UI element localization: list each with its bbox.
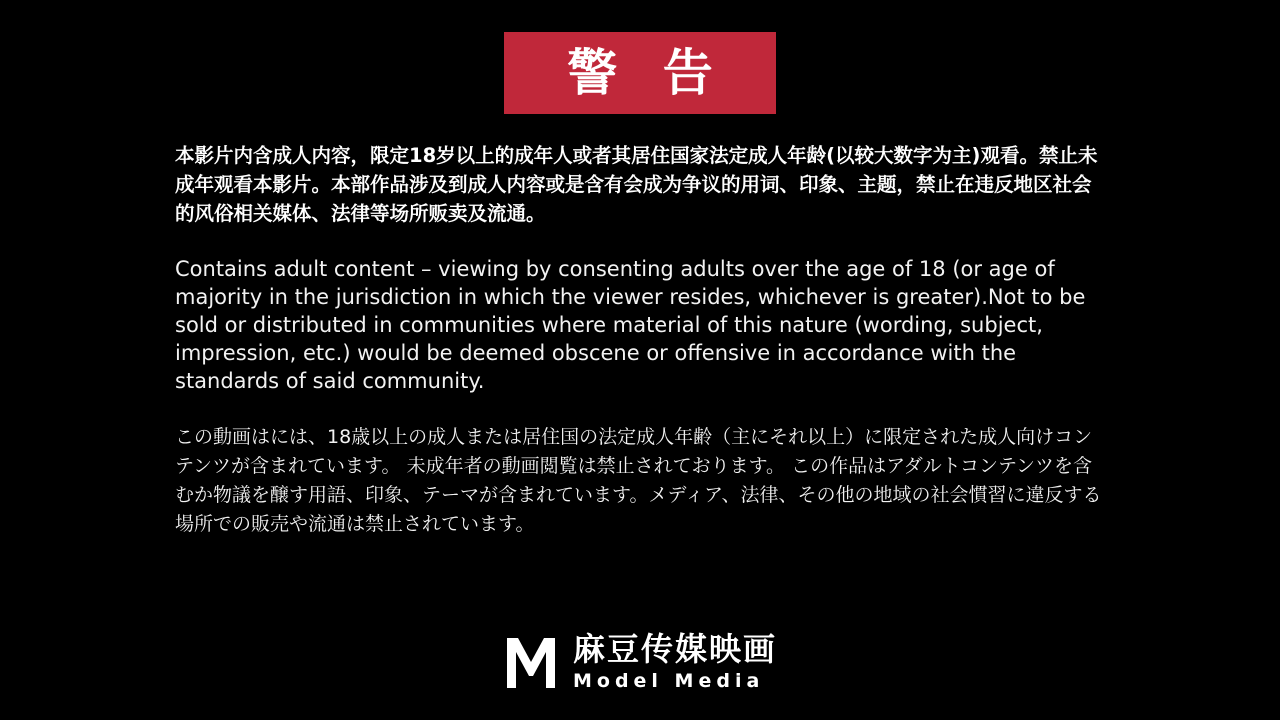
notice-english: Contains adult content – viewing by consenting adults over the age of 18 (or age of majority in the jurisdiction in which the viewer resides, whichever is greater).Not to be sold or distributed in communities where material of this nature (wording, subject, impression, etc.) would be deemed obscene or offensive in accordance with the standards of said community. bbox=[175, 256, 1086, 394]
warning-banner-label: 警 告 bbox=[567, 44, 727, 102]
brand-logo bbox=[0, 632, 1280, 692]
notice-japanese: この動画はには、18歳以上の成人または居住国の法定成人年齢（主にそれ以上）に限定された成人向けコンテンツが含まれています。 未成年者の動画閲覧は禁止されております。 この作品はアダルトコンテンツを含むか物議を醸す用語、印象、テーマが含まれています。メディア、法律、その他の地域の社会慣習に違反する場所での販売や流通は禁止されています。 bbox=[175, 426, 1102, 535]
notice-text-block bbox=[175, 142, 1105, 539]
brand-name bbox=[572, 630, 777, 692]
letter-m-mark-icon bbox=[503, 632, 559, 692]
brand-name-english: Model Media bbox=[572, 670, 765, 692]
brand-name-chinese: 麻豆传媒映画 bbox=[572, 630, 777, 668]
warning-banner bbox=[504, 32, 776, 114]
notice-chinese: 本影片内含成人内容，限定18岁以上的成年人或者其居住国家法定成人年龄(以较大数字为主)观看。禁止未成年观看本影片。本部作品涉及到成人内容或是含有会成为争议的用词、印象、主题，禁止在违反地区社会的风俗相关媒体、法律等场所贩卖及流通。 bbox=[175, 144, 1098, 225]
